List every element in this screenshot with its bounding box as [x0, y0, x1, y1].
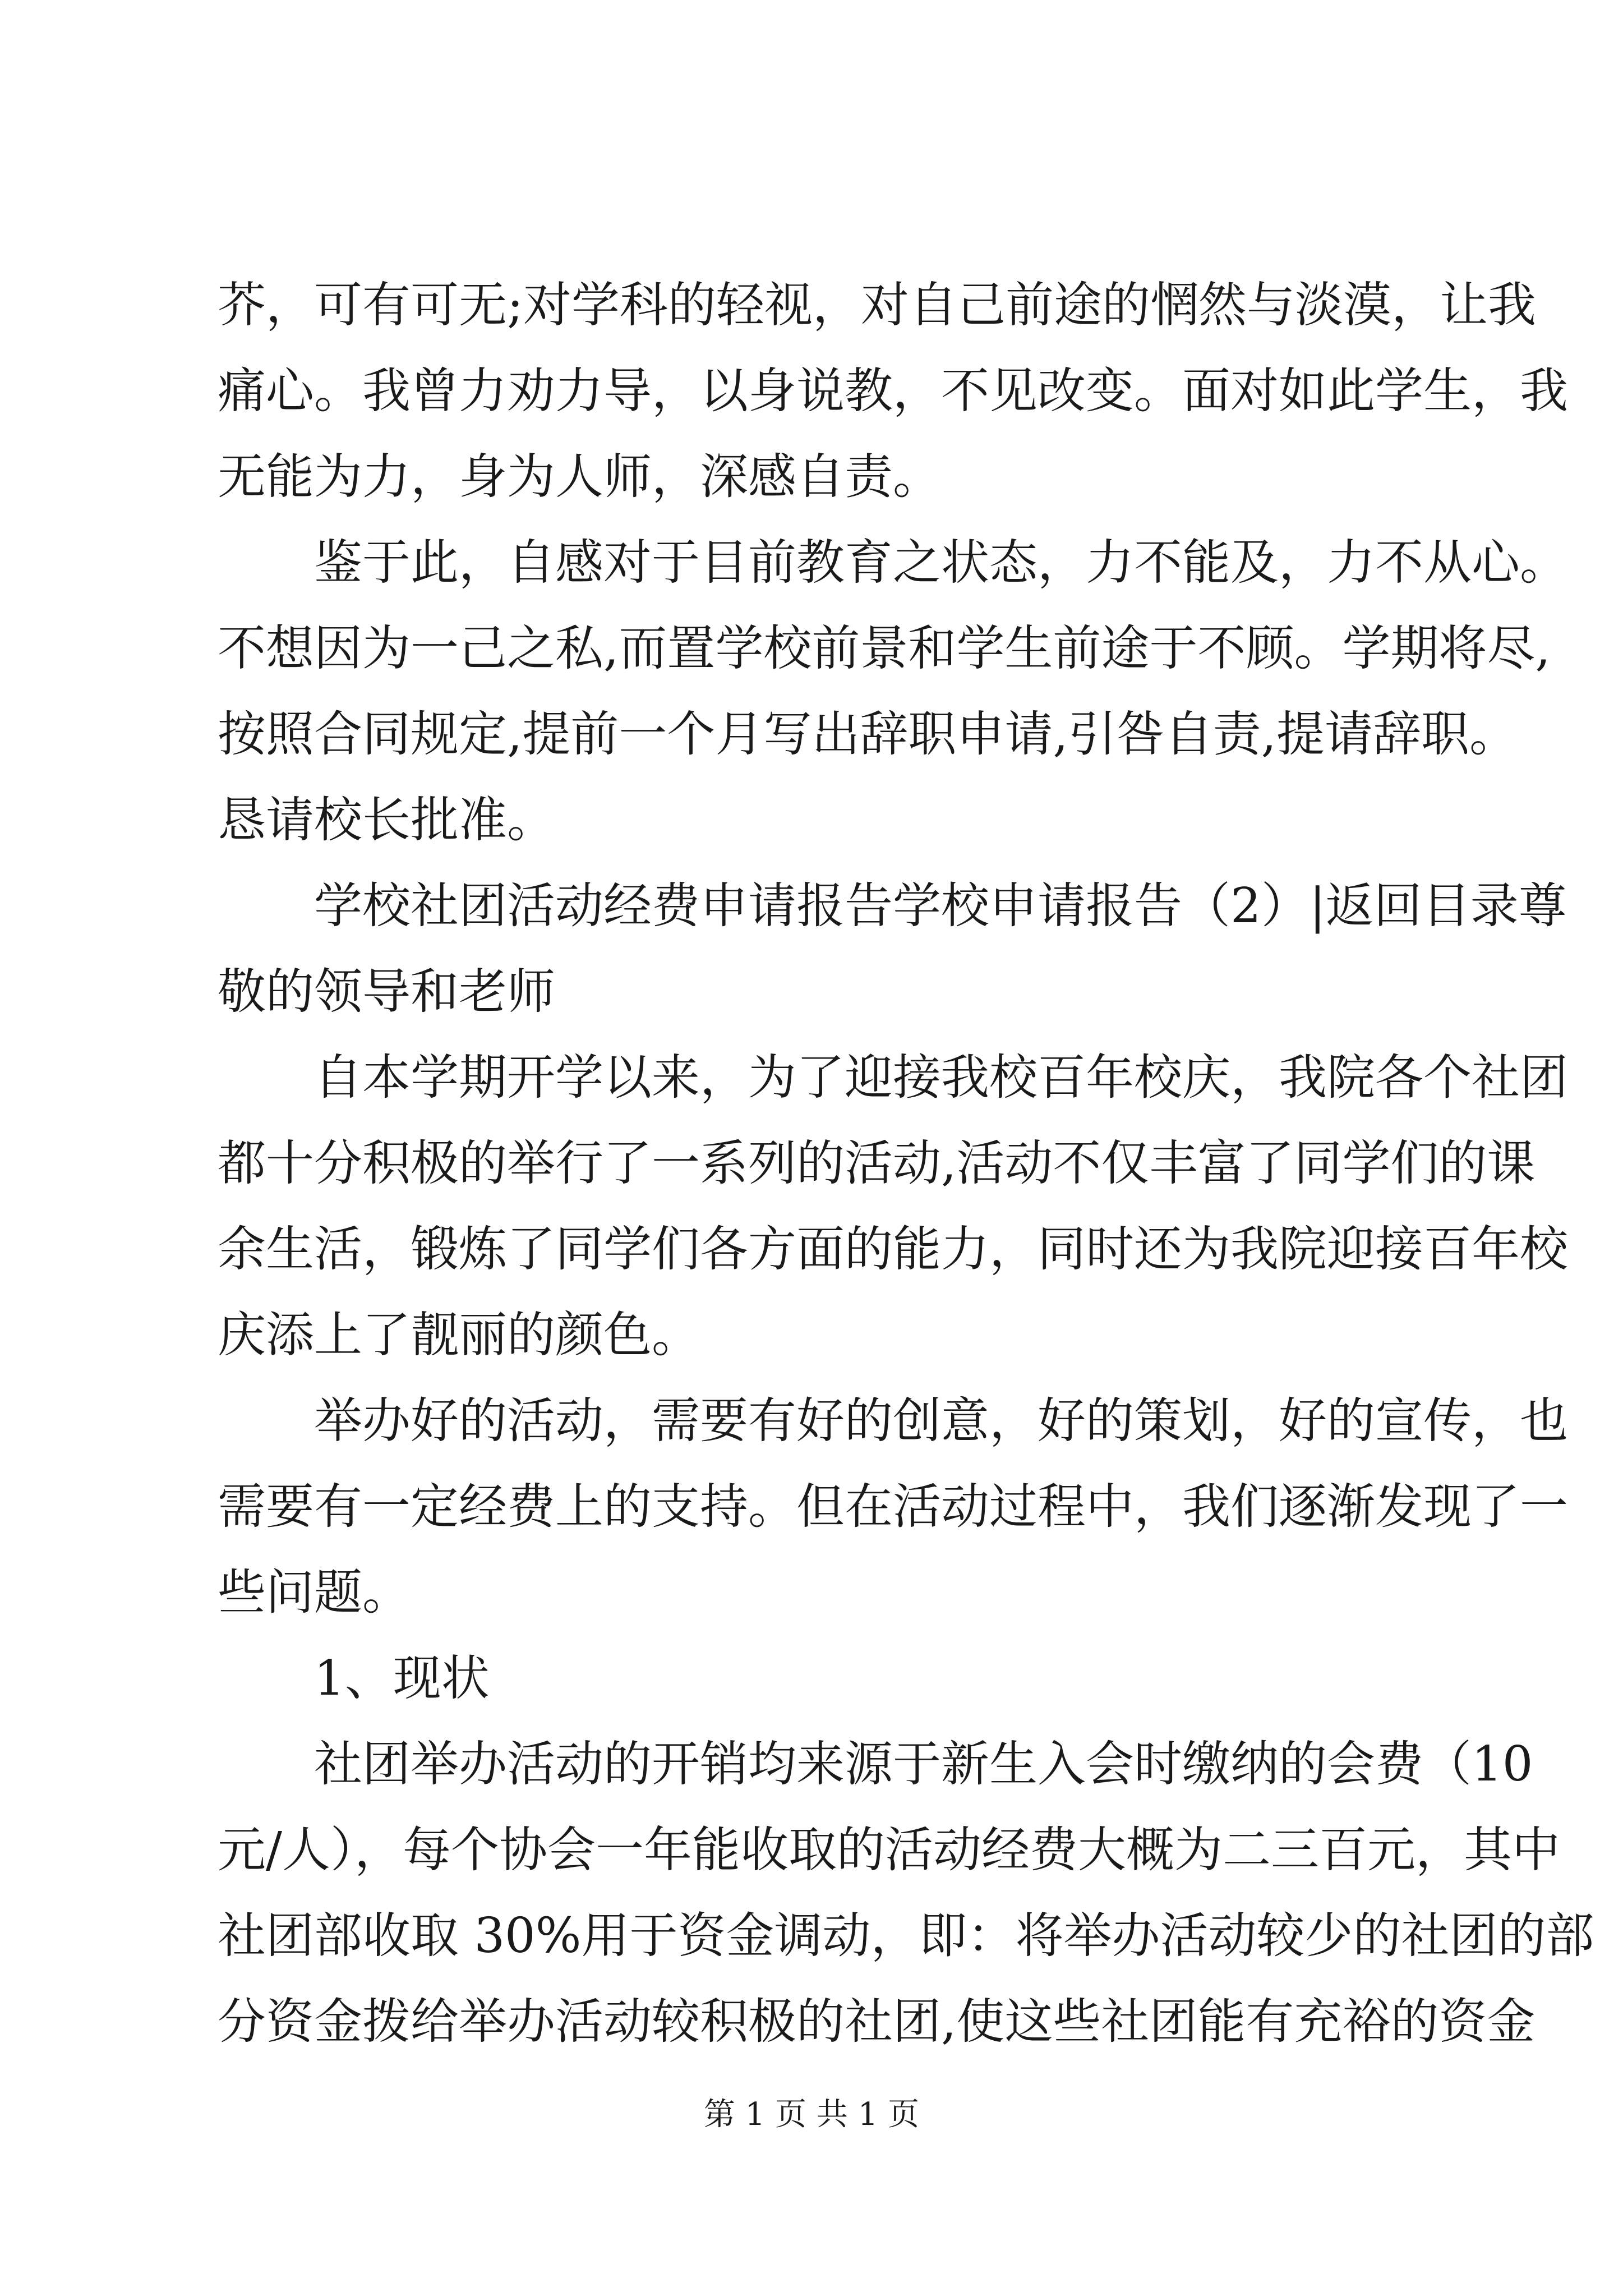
text-line: 余生活，锻炼了同学们各方面的能力，同时还为我院迎接百年校 [218, 1221, 1568, 1277]
text-line: 恳请校长批准。 [218, 792, 555, 848]
text-line: 按照合同规定,提前一个月写出辞职申请,引咎自责,提请辞职。 [218, 706, 1518, 762]
text-line: 鉴于此，自感对于目前教育之状态，力不能及，力不从心。 [314, 535, 1568, 591]
section-heading: 1、现状 [314, 1650, 490, 1706]
text-line: 元/人），每个协会一年能收取的活动经费大概为二三百元，其中 [218, 1822, 1560, 1878]
text-line: 芥，可有可无;对学科的轻视，对自己前途的惘然与淡漠，让我 [218, 277, 1536, 333]
text-line: 些问题。 [218, 1565, 411, 1621]
text-line: 举办好的活动，需要有好的创意，好的策划，好的宣传，也 [314, 1393, 1568, 1449]
text-line: 学校社团活动经费申请报告学校申请报告（2）|返回目录尊 [314, 878, 1567, 934]
text-line: 不想因为一己之私,而置学校前景和学生前途于不顾。学期将尽, [218, 620, 1551, 677]
text-line: 庆添上了靓丽的颜色。 [218, 1307, 700, 1363]
text-line: 痛心。我曾力劝力导，以身说教，不见改变。面对如此学生，我 [218, 363, 1568, 419]
text-line: 敬的领导和老师 [218, 964, 555, 1020]
text-line: 都十分积极的举行了一系列的活动,活动不仅丰富了同学们的课 [218, 1135, 1536, 1191]
text-line: 社团部收取 30%用于资金调动，即：将举办活动较少的社团的部 [218, 1908, 1594, 1964]
document-body [218, 263, 1594, 2065]
text-line: 社团举办活动的开销均来源于新生入会时缴纳的会费（10 [314, 1736, 1533, 1792]
text-line: 分资金拨给举办活动较积极的社团,使这些社团能有充裕的资金 [218, 1994, 1536, 2050]
page-number-footer: 第 1 页 共 1 页 [703, 2096, 920, 2133]
text-line: 自本学期开学以来，为了迎接我校百年校庆，我院各个社团 [314, 1050, 1568, 1106]
text-line: 需要有一定经费上的支持。但在活动过程中，我们逐渐发现了一 [218, 1479, 1568, 1535]
text-line: 无能为力，身为人师，深感自责。 [218, 449, 941, 505]
